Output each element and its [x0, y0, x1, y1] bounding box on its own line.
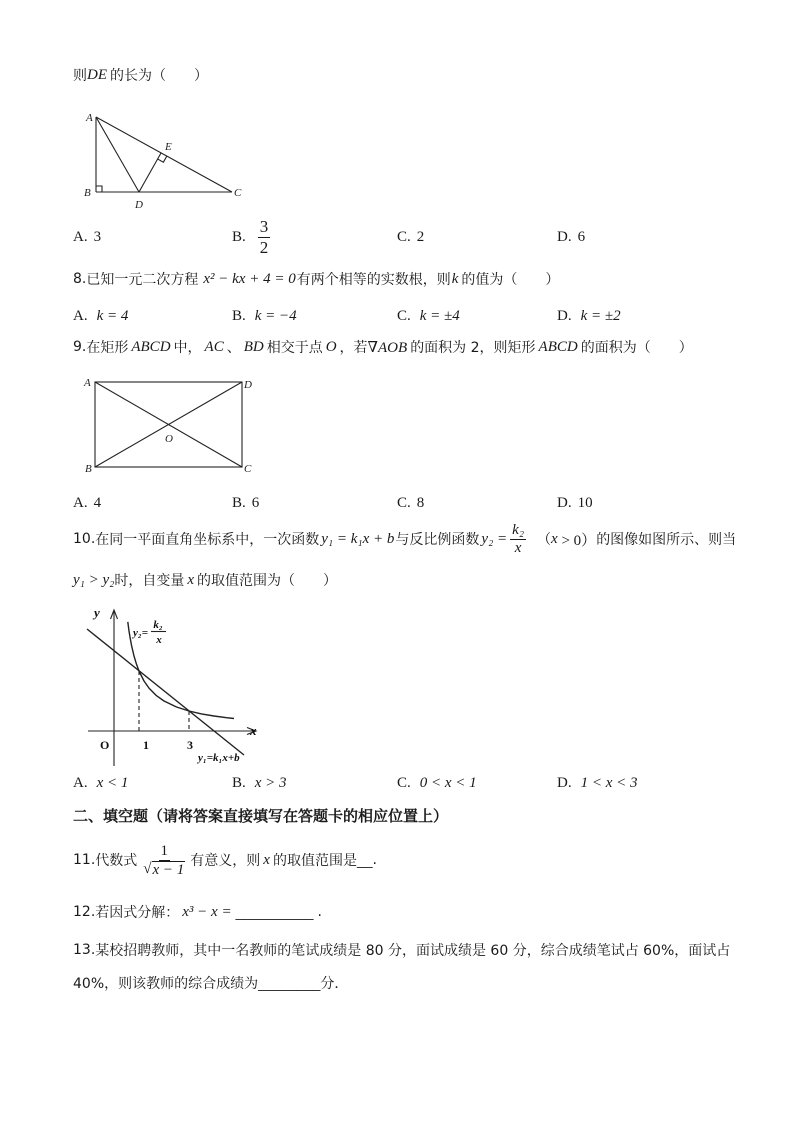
- q10-domain-rest: > 0）: [557, 532, 597, 549]
- option-value: 4: [93, 494, 102, 511]
- q10-reciprocal-lhs: y₂ =: [481, 530, 508, 547]
- fraction-denominator: 2: [259, 237, 269, 257]
- option-value: 8: [416, 494, 425, 511]
- q7-segment-de: DE: [87, 66, 107, 83]
- option-letter: A.: [73, 307, 88, 324]
- q9-text-6: 的面积为 2，则矩形: [410, 340, 536, 356]
- q12-stem: [73, 901, 322, 923]
- fraction-numerator: k₂: [512, 521, 525, 538]
- option-letter: D.: [557, 307, 572, 324]
- q9-rect-abcd-2: ABCD: [538, 338, 578, 355]
- option-letter: A.: [73, 774, 88, 791]
- q10-text-3: 的图像如图所示、则当: [596, 532, 737, 548]
- q7-option-c: [397, 226, 424, 248]
- answer-blank: ________: [258, 975, 321, 991]
- option-letter: B.: [232, 307, 246, 324]
- q7-stem-suffix: 的长为（ ）: [110, 68, 208, 84]
- label-e: E: [165, 141, 172, 153]
- q9-text-3: 、: [226, 340, 241, 356]
- q12-text-1: 若因式分解：: [95, 905, 180, 921]
- q13-text-2: 40%，则该教师的综合成绩为: [73, 976, 259, 992]
- q8-option-d: [557, 305, 621, 327]
- q11-stem: [73, 842, 377, 878]
- label-d: D: [244, 379, 252, 391]
- option-letter: D.: [557, 774, 572, 791]
- option-value: x < 1: [96, 774, 129, 791]
- q9-diagonal-bd: BD: [243, 338, 264, 355]
- q7-option-b: [232, 216, 273, 257]
- q10-condition: y₁ > y₂: [73, 571, 115, 588]
- q9-option-c: [397, 492, 424, 514]
- option-value: 6: [577, 228, 586, 245]
- radical-sign: √: [143, 860, 152, 877]
- q9-text-1: 在矩形: [86, 340, 129, 356]
- q10-option-c: [397, 772, 477, 794]
- label-b: B: [84, 187, 91, 199]
- q9-option-a: [73, 492, 101, 514]
- q9-point-o: O: [325, 338, 337, 355]
- q11-text-2: 有意义，则: [190, 853, 261, 869]
- q8-option-c: [397, 305, 460, 327]
- q10-domain-var: x: [551, 530, 558, 547]
- q7-stem: [73, 64, 208, 86]
- q9-text-2: 中，: [173, 340, 202, 356]
- q10-graph-figure: [84, 603, 262, 773]
- label-o: O: [165, 433, 173, 445]
- line-label: y₁=k₁x+b: [198, 752, 240, 764]
- q13-text-1: 某校招聘教师，其中一名教师的笔试成绩是 80 分，面试成绩是 60 分，综合成绩笔试占 60%，面试占: [95, 943, 731, 959]
- label-a: A: [86, 112, 93, 124]
- hyperbola-label-numerator: k₂: [153, 619, 163, 631]
- q10-stem-line-1: [73, 521, 737, 556]
- q8-option-a: [73, 305, 128, 327]
- q8-var-k: k: [451, 270, 459, 287]
- option-fraction: [258, 217, 271, 258]
- question-number: 11.: [73, 852, 96, 868]
- option-letter: B.: [232, 774, 246, 791]
- q13-end: 分．: [320, 976, 349, 992]
- q11-var-x: x: [263, 851, 270, 868]
- question-number: 8.: [73, 271, 87, 287]
- q9-diagonal-ac: AC: [204, 338, 224, 355]
- option-value: 3: [93, 228, 102, 245]
- q9-option-b: [232, 492, 259, 514]
- q8-text-2: 有两个相等的实数根，则: [296, 272, 451, 288]
- hyperbola-label-denominator: x: [156, 634, 162, 646]
- option-value: k = 4: [96, 307, 129, 324]
- q11-fraction: [141, 843, 187, 878]
- q10-stem-line-2: [73, 569, 337, 591]
- fraction-numerator: 3: [259, 216, 269, 236]
- answer-blank: __________: [235, 904, 314, 920]
- q10-option-b: [232, 772, 287, 794]
- question-number: 12.: [73, 904, 96, 920]
- q9-option-d: [557, 492, 593, 514]
- question-number: 10.: [73, 531, 96, 547]
- option-letter: C.: [397, 494, 411, 511]
- option-value: 6: [251, 494, 260, 511]
- q10-option-d: [557, 772, 638, 794]
- q8-stem: [73, 268, 559, 290]
- option-letter: B.: [232, 228, 246, 245]
- option-value: k = −4: [254, 307, 297, 324]
- option-letter: A.: [73, 494, 88, 511]
- q7-stem-prefix: 则: [73, 68, 87, 84]
- q9-triangle-aob: ∇AOB: [367, 339, 408, 356]
- fraction-numerator: 1: [160, 842, 169, 859]
- q13-stem-line-2: [73, 972, 348, 994]
- x-axis-label: x: [250, 723, 257, 738]
- q7-option-d: [557, 226, 585, 248]
- label-b: B: [85, 463, 92, 475]
- option-value: k = ±2: [580, 307, 621, 324]
- label-a: A: [84, 377, 91, 389]
- q8-text-3: 的值为（ ）: [461, 272, 560, 288]
- q10-domain-open: （: [537, 532, 552, 548]
- option-letter: D.: [557, 494, 572, 511]
- q10-linear-function: y₁ = k₁x + b: [321, 530, 395, 547]
- q10-option-a: [73, 772, 128, 794]
- option-value: 1 < x < 3: [580, 774, 638, 791]
- option-letter: C.: [397, 228, 411, 245]
- fraction-denominator: x: [514, 539, 522, 556]
- question-number: 9.: [73, 339, 87, 355]
- q11-text-3: 的取值范围是: [272, 853, 357, 869]
- q9-stem: [73, 336, 693, 358]
- hyperbola-label-lhs: y₂=: [133, 627, 148, 639]
- q10-var-x: x: [187, 571, 195, 588]
- q9-rectangle-figure: [78, 372, 260, 478]
- side-ac: [96, 117, 232, 192]
- section-heading-fill-in: 二、填空题（请将答案直接填写在答题卡的相应位置上）: [73, 806, 449, 825]
- option-letter: A.: [73, 228, 88, 245]
- right-angle-mark-b: [96, 186, 102, 192]
- q7-triangle-figure: [70, 105, 255, 217]
- q12-end: .: [317, 904, 322, 920]
- q8-text-1: 已知一元二次方程: [86, 272, 199, 288]
- option-letter: D.: [557, 228, 572, 245]
- q10-text-2: 与反比例函数: [395, 532, 480, 548]
- q8-option-b: [232, 305, 297, 327]
- label-c: C: [234, 187, 242, 199]
- option-value: x > 3: [254, 774, 287, 791]
- q9-rect-abcd: ABCD: [131, 338, 171, 355]
- q11-text-1: 代数式: [95, 853, 138, 869]
- fraction-denominator-radical: [141, 861, 187, 878]
- question-number: 13.: [73, 942, 96, 958]
- q10-text-5: 的取值范围为（ ）: [197, 573, 338, 589]
- radicand: x − 1: [152, 861, 185, 878]
- q13-stem-line-1: [73, 939, 730, 961]
- linear-function-line: [87, 629, 244, 755]
- q9-text-7: 的面积为（ ）: [580, 340, 693, 356]
- label-c: C: [244, 463, 252, 475]
- q9-text-4: 相交于点: [266, 340, 323, 356]
- y-axis-label: y: [94, 605, 100, 620]
- q10-text-4: 时，自变量: [114, 573, 185, 589]
- origin-label: O: [100, 738, 110, 752]
- q12-expression: x³ − x =: [182, 903, 232, 920]
- label-d: D: [135, 199, 143, 211]
- q8-equation: x² − kx + 4 = 0: [203, 270, 296, 287]
- option-letter: C.: [397, 774, 411, 791]
- answer-blank: __: [356, 852, 373, 868]
- q10-reciprocal-fraction: [510, 522, 526, 557]
- q11-end: .: [372, 852, 377, 868]
- option-value: 10: [577, 494, 593, 511]
- option-letter: B.: [232, 494, 246, 511]
- tick-label-3: 3: [187, 738, 193, 752]
- option-value: k = ±4: [419, 307, 460, 324]
- option-value: 0 < x < 1: [419, 774, 477, 791]
- q10-text-1: 在同一平面直角坐标系中，一次函数: [95, 532, 320, 548]
- option-letter: C.: [397, 307, 411, 324]
- tick-label-1: 1: [143, 738, 149, 752]
- q7-option-a: [73, 226, 101, 248]
- option-value: 2: [416, 228, 425, 245]
- q9-text-5: ，若: [339, 340, 368, 356]
